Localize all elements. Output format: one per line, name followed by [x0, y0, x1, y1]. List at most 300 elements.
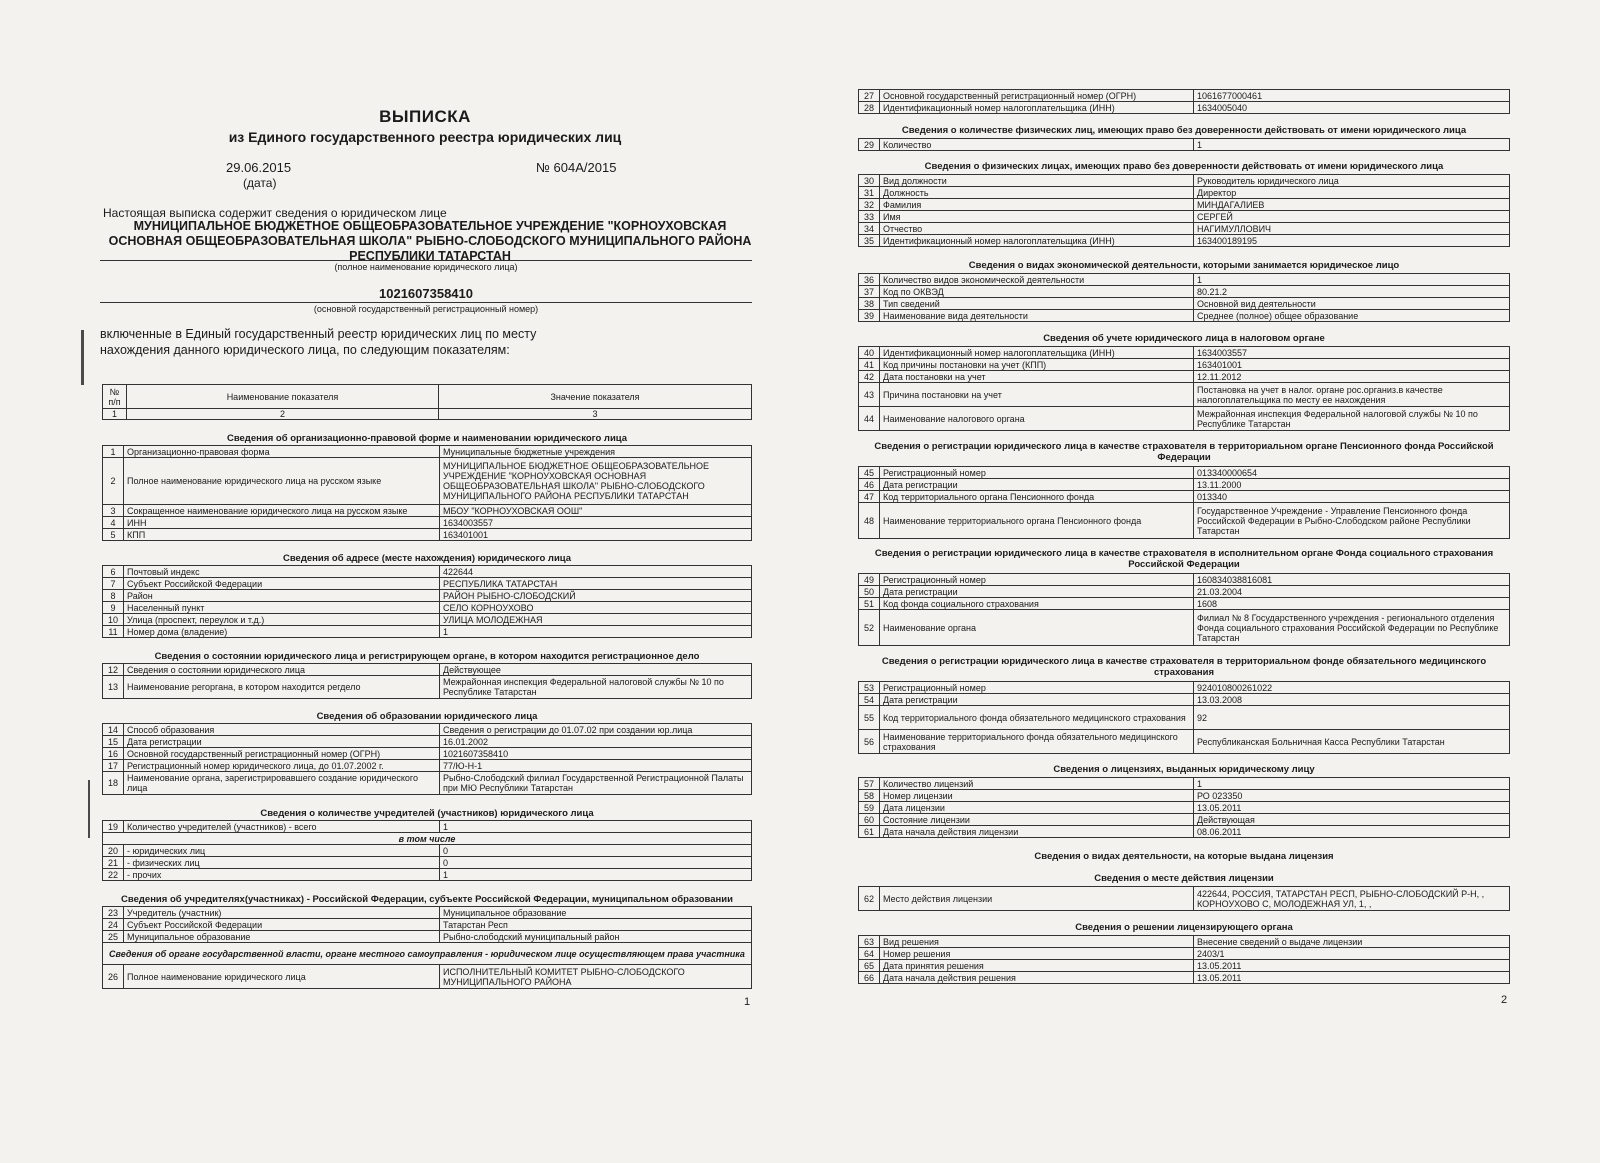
data-table [858, 777, 1510, 838]
row-value: 13.05.2011 [1194, 972, 1510, 984]
row-label: Полное наименование юридического лица [124, 965, 440, 989]
row-value: 422644, РОССИЯ, ТАТАРСТАН РЕСП, РЫБНО-СЛОБОДСКИЙ Р-Н, , КОРНОУХОВО С, МОЛОДЕЖНАЯ УЛ, 1, , [1194, 887, 1510, 911]
row-label: Код по ОКВЭД [880, 286, 1194, 298]
row-number: 7 [103, 578, 124, 590]
row-number: 38 [859, 298, 880, 310]
row-label: Улица (проспект, переулок и т.д.) [124, 614, 440, 626]
row-value: 1634003557 [440, 517, 752, 529]
document-number: № 604А/2015 [536, 160, 617, 175]
row-value: СЕРГЕЙ [1194, 211, 1510, 223]
row-value: Муниципальные бюджетные учреждения [440, 446, 752, 458]
document-date: 29.06.2015 [226, 160, 292, 175]
data-table [102, 906, 752, 989]
page-number: 2 [1501, 994, 1508, 1006]
row-label: Сокращенное наименование юридического лица на русском языке [124, 505, 440, 517]
section-heading: Сведения о состоянии юридического лица и регистрирующем органе, в котором находится регистрационное дело [154, 651, 700, 662]
row-number: 59 [859, 802, 880, 814]
row-label: Наименование органа [880, 610, 1194, 646]
col-index: 1 [103, 409, 127, 420]
table-row [103, 614, 752, 626]
row-value: 13.05.2011 [1194, 802, 1510, 814]
row-number: 30 [859, 175, 880, 187]
row-label: ИНН [124, 517, 440, 529]
row-label: Наименование вида деятельности [880, 310, 1194, 322]
data-table [858, 886, 1510, 911]
row-value: Межрайонная инспекция Федеральной налоговой службы № 10 по Республике Татарстан [440, 676, 752, 699]
section-heading: Сведения о физических лицах, имеющих право без доверенности действовать от имени юридического лица [924, 161, 1444, 172]
margin-mark [81, 330, 84, 385]
row-number: 53 [859, 682, 880, 694]
table-row [859, 586, 1510, 598]
row-value: 12.11.2012 [1194, 371, 1510, 383]
table-row [103, 748, 752, 760]
table-row [859, 199, 1510, 211]
organization-name-line: РЕСПУБЛИКИ ТАТАРСТАН [349, 249, 511, 263]
row-label: Дата регистрации [880, 694, 1194, 706]
data-table [858, 573, 1510, 646]
table-row [103, 724, 752, 736]
row-label: Муниципальное образование [124, 931, 440, 943]
section-heading: Сведения о регистрации юридического лица в качестве страхователя в исполнительном органе Фонда социального страхования Российской Федерации [874, 548, 1494, 570]
row-label: Дата принятия решения [880, 960, 1194, 972]
row-value: МИНДАГАЛИЕВ [1194, 199, 1510, 211]
row-label: Основной государственный регистрационный номер (ОГРН) [124, 748, 440, 760]
row-label: Субъект Российской Федерации [124, 578, 440, 590]
row-number: 57 [859, 778, 880, 790]
row-label: Основной государственный регистрационный номер (ОГРН) [880, 90, 1194, 102]
row-number: 11 [103, 626, 124, 638]
data-table [102, 723, 752, 795]
row-label: Количество видов экономической деятельности [880, 274, 1194, 286]
included-line: нахождения данного юридического лица, по следующим показателям: [100, 343, 510, 357]
row-number: 23 [103, 907, 124, 919]
table-row [103, 566, 752, 578]
table-row [859, 310, 1510, 322]
row-value: 1 [1194, 778, 1510, 790]
table-row [859, 211, 1510, 223]
table-row [103, 664, 752, 676]
table-row [103, 529, 752, 541]
table-row [859, 371, 1510, 383]
page-number: 1 [744, 996, 751, 1008]
table-row [103, 772, 752, 795]
row-label: Регистрационный номер юридического лица, до 01.07.2002 г. [124, 760, 440, 772]
table-row [859, 598, 1510, 610]
row-value: 13.05.2011 [1194, 960, 1510, 972]
margin-mark [88, 780, 90, 838]
row-value: 160834038816081 [1194, 574, 1510, 586]
table-row [103, 821, 752, 833]
table-row [859, 826, 1510, 838]
row-label: Наименование налогового органа [880, 407, 1194, 431]
row-number: 48 [859, 503, 880, 539]
row-value: 0 [440, 845, 752, 857]
row-value: 1 [1194, 274, 1510, 286]
included-line: включенные в Единый государственный реестр юридических лиц по месту [100, 327, 537, 341]
row-value: РАЙОН РЫБНО-СЛОБОДСКИЙ [440, 590, 752, 602]
row-value: 013340000654 [1194, 467, 1510, 479]
row-label: Фамилия [880, 199, 1194, 211]
subheading: Сведения об органе государственной власти, органе местного самоуправления - юридическом лице осуществляющем права участника [103, 943, 752, 965]
row-label: - юридических лиц [124, 845, 440, 857]
row-number: 62 [859, 887, 880, 911]
table-row [859, 90, 1510, 102]
row-number: 29 [859, 139, 880, 151]
table-row [859, 491, 1510, 503]
row-label: Идентификационный номер налогоплательщика (ИНН) [880, 235, 1194, 247]
table-row [103, 578, 752, 590]
row-number: 8 [103, 590, 124, 602]
row-number: 64 [859, 948, 880, 960]
table-row [859, 298, 1510, 310]
row-number: 3 [103, 505, 124, 517]
row-label: Должность [880, 187, 1194, 199]
row-label: Учредитель (участник) [124, 907, 440, 919]
row-value: Рыбно-Слободский филиал Государственной Регистрационной Палаты при МЮ Республики Татарстан [440, 772, 752, 795]
row-value: НАГИМУЛЛОВИЧ [1194, 223, 1510, 235]
row-value: 13.11.2000 [1194, 479, 1510, 491]
col-index: 2 [127, 409, 439, 420]
data-table [102, 820, 752, 881]
row-label: Наименование территориального фонда обязательного медицинского страхования [880, 730, 1194, 754]
section-heading: Сведения о решении лицензирующего органа [1075, 922, 1293, 933]
included-text [100, 326, 580, 358]
row-value: Муниципальное образование [440, 907, 752, 919]
table-row [103, 590, 752, 602]
row-value: 77/Ю-Н-1 [440, 760, 752, 772]
row-number: 37 [859, 286, 880, 298]
row-number: 55 [859, 706, 880, 730]
row-number: 32 [859, 199, 880, 211]
row-value: СЕЛО КОРНОУХОВО [440, 602, 752, 614]
table-row [103, 458, 752, 505]
row-value: Руководитель юридического лица [1194, 175, 1510, 187]
table-row [103, 517, 752, 529]
row-label: Дата регистрации [880, 586, 1194, 598]
row-label: Имя [880, 211, 1194, 223]
row-number: 49 [859, 574, 880, 586]
row-number: 45 [859, 467, 880, 479]
data-table [858, 681, 1510, 754]
row-label: Номер решения [880, 948, 1194, 960]
subheading: в том числе [103, 833, 752, 845]
section-heading: Сведения об учредителях(участниках) - Российской Федерации, субъекте Российской Федерации, муниципальном образовании [121, 894, 733, 905]
table-row [859, 235, 1510, 247]
table-row [103, 919, 752, 931]
data-table [102, 445, 752, 541]
row-value: Филиал № 8 Государственного учреждения - регионального отделения Фонда социального страхования Российской Федерации по Республике Татарстан [1194, 610, 1510, 646]
org-name-caption: (полное наименование юридического лица) [334, 262, 518, 272]
table-row [859, 887, 1510, 911]
row-label: Почтовый индекс [124, 566, 440, 578]
section-heading: Сведения о регистрации юридического лица в качестве страхователя в территориальном фонде обязательного медицинского страхования [881, 656, 1487, 678]
table-row [859, 972, 1510, 984]
row-number: 17 [103, 760, 124, 772]
row-value: 16.01.2002 [440, 736, 752, 748]
table-row [859, 706, 1510, 730]
section-heading: Сведения о количестве физических лиц, имеющих право без доверенности действовать от имени юридического лица [901, 125, 1467, 136]
row-value: РО 023350 [1194, 790, 1510, 802]
row-label: Идентификационный номер налогоплательщика (ИНН) [880, 347, 1194, 359]
row-value: 163401001 [440, 529, 752, 541]
table-row [103, 409, 752, 420]
row-number: 21 [103, 857, 124, 869]
row-number: 43 [859, 383, 880, 407]
data-table [858, 138, 1510, 151]
row-label: Место действия лицензии [880, 887, 1194, 911]
row-number: 22 [103, 869, 124, 881]
table-row [859, 730, 1510, 754]
table-row [859, 347, 1510, 359]
row-value: 163401001 [1194, 359, 1510, 371]
table-row [859, 479, 1510, 491]
table-row [859, 694, 1510, 706]
table-row [103, 833, 752, 845]
row-value: Межрайонная инспекция Федеральной налоговой службы № 10 по Республике Татарстан [1194, 407, 1510, 431]
row-value: Государственное Учреждение - Управление Пенсионного фонда Российской Федерации в Рыбно-Слободском районе Республики Татарстан [1194, 503, 1510, 539]
row-value: 21.03.2004 [1194, 586, 1510, 598]
data-table [858, 466, 1510, 539]
row-label: Код территориального органа Пенсионного фонда [880, 491, 1194, 503]
col-name-header: Наименование показателя [127, 385, 439, 409]
row-number: 19 [103, 821, 124, 833]
table-row [103, 943, 752, 965]
table-row [103, 760, 752, 772]
row-value: 924010800261022 [1194, 682, 1510, 694]
row-value: УЛИЦА МОЛОДЕЖНАЯ [440, 614, 752, 626]
row-number: 54 [859, 694, 880, 706]
table-row [103, 965, 752, 989]
organization-name [100, 219, 760, 264]
data-table [102, 663, 752, 699]
page-2 [800, 0, 1600, 1163]
row-value: РЕСПУБЛИКА ТАТАРСТАН [440, 578, 752, 590]
row-value: 1 [440, 821, 752, 833]
row-number: 5 [103, 529, 124, 541]
data-table [858, 89, 1510, 114]
row-label: Дата постановки на учет [880, 371, 1194, 383]
row-number: 65 [859, 960, 880, 972]
row-number: 2 [103, 458, 124, 505]
table-row [103, 736, 752, 748]
row-number: 16 [103, 748, 124, 760]
section-heading: Сведения о видах деятельности, на которые выдана лицензия [1034, 851, 1334, 862]
table-row [103, 845, 752, 857]
row-label: Регистрационный номер [880, 682, 1194, 694]
table-row [103, 931, 752, 943]
row-value: 80.21.2 [1194, 286, 1510, 298]
table-row [859, 223, 1510, 235]
section-heading: Сведения об адресе (месте нахождения) юридического лица [282, 553, 572, 564]
row-label: Количество [880, 139, 1194, 151]
row-value: 1 [440, 869, 752, 881]
table-row [859, 102, 1510, 114]
table-row [859, 960, 1510, 972]
row-value: Сведения о регистрации до 01.07.02 при создании юр.лица [440, 724, 752, 736]
table-row [859, 610, 1510, 646]
row-value: МУНИЦИПАЛЬНОЕ БЮДЖЕТНОЕ ОБЩЕОБРАЗОВАТЕЛЬНОЕ УЧРЕЖДЕНИЕ "КОРНОУХОВСКАЯ ОСНОВНАЯ ОБЩЕОБРАЗОВАТЕЛЬНАЯ ШКОЛА" РЫБНО-СЛОБОДСКОГО МУНИЦИПАЛЬНОГО РАЙОНА РЕСПУБЛИКИ ТАТАРСТАН [440, 458, 752, 505]
row-number: 26 [103, 965, 124, 989]
row-label: Номер лицензии [880, 790, 1194, 802]
row-label: - прочих [124, 869, 440, 881]
table-row [859, 790, 1510, 802]
row-value: МБОУ "КОРНОУХОВСКАЯ ООШ" [440, 505, 752, 517]
col-num-header: № п/п [103, 385, 127, 409]
divider [100, 260, 752, 261]
row-value: 0 [440, 857, 752, 869]
table-row [103, 446, 752, 458]
row-value: Директор [1194, 187, 1510, 199]
section-heading: Сведения о регистрации юридического лица в качестве страхователя в территориальном органе Пенсионного фонда Российской Федерации [874, 441, 1494, 463]
row-number: 13 [103, 676, 124, 699]
ogrn-value: 1021607358410 [379, 286, 473, 301]
row-number: 10 [103, 614, 124, 626]
row-number: 35 [859, 235, 880, 247]
row-label: Дата начала действия решения [880, 972, 1194, 984]
row-value: 92 [1194, 706, 1510, 730]
row-label: Регистрационный номер [880, 467, 1194, 479]
row-number: 50 [859, 586, 880, 598]
document-subtitle: из Единого государственного реестра юридических лиц [228, 129, 622, 145]
table-row [859, 187, 1510, 199]
section-heading: Сведения об образовании юридического лица [316, 711, 538, 722]
row-label: Регистрационный номер [880, 574, 1194, 586]
row-number: 33 [859, 211, 880, 223]
data-table [858, 346, 1510, 431]
col-index: 3 [439, 409, 752, 420]
row-value: 08.06.2011 [1194, 826, 1510, 838]
data-table [858, 273, 1510, 322]
row-number: 20 [103, 845, 124, 857]
row-value: Действующее [440, 664, 752, 676]
table-row [103, 385, 752, 409]
row-value: Татарстан Респ [440, 919, 752, 931]
table-row [103, 676, 752, 699]
row-label: Полное наименование юридического лица на русском языке [124, 458, 440, 505]
row-number: 60 [859, 814, 880, 826]
row-number: 46 [859, 479, 880, 491]
row-label: Сведения о состоянии юридического лица [124, 664, 440, 676]
row-value: Среднее (полное) общее образование [1194, 310, 1510, 322]
row-label: Район [124, 590, 440, 602]
row-number: 41 [859, 359, 880, 371]
row-number: 34 [859, 223, 880, 235]
row-label: Тип сведений [880, 298, 1194, 310]
row-value: 013340 [1194, 491, 1510, 503]
section-heading: Сведения об организационно-правовой форме и наименовании юридического лица [226, 433, 628, 444]
row-number: 12 [103, 664, 124, 676]
row-number: 25 [103, 931, 124, 943]
table-row [859, 948, 1510, 960]
row-number: 1 [103, 446, 124, 458]
row-value: 1634003557 [1194, 347, 1510, 359]
table-row [859, 802, 1510, 814]
row-value: 13.03.2008 [1194, 694, 1510, 706]
table-row [103, 602, 752, 614]
ogrn-caption: (основной государственный регистрационный номер) [313, 304, 539, 314]
row-value: Республиканская Больничная Касса Республики Татарстан [1194, 730, 1510, 754]
table-row [859, 359, 1510, 371]
row-label: Организационно-правовая форма [124, 446, 440, 458]
table-row [859, 814, 1510, 826]
row-number: 4 [103, 517, 124, 529]
row-label: Состояние лицензии [880, 814, 1194, 826]
divider [100, 302, 752, 303]
row-number: 58 [859, 790, 880, 802]
row-value: 1021607358410 [440, 748, 752, 760]
row-value: 163400189195 [1194, 235, 1510, 247]
row-label: Код причины постановки на учет (КПП) [880, 359, 1194, 371]
table-row [859, 467, 1510, 479]
row-label: Количество учредителей (участников) - всего [124, 821, 440, 833]
row-number: 24 [103, 919, 124, 931]
row-number: 6 [103, 566, 124, 578]
row-label: Вид решения [880, 936, 1194, 948]
data-table [102, 565, 752, 638]
row-number: 9 [103, 602, 124, 614]
row-number: 66 [859, 972, 880, 984]
row-number: 56 [859, 730, 880, 754]
table-row [103, 907, 752, 919]
row-value: 1634005040 [1194, 102, 1510, 114]
table-row [103, 869, 752, 881]
table-row [103, 626, 752, 638]
table-row [859, 936, 1510, 948]
row-label: Номер дома (владение) [124, 626, 440, 638]
row-label: Населенный пункт [124, 602, 440, 614]
row-number: 14 [103, 724, 124, 736]
row-label: Количество лицензий [880, 778, 1194, 790]
row-value: Постановка на учет в налог. органе рос.организ.в качестве налогоплательщика по месту ее нахождения [1194, 383, 1510, 407]
data-table [858, 935, 1510, 984]
column-header-table [102, 384, 752, 420]
row-number: 31 [859, 187, 880, 199]
table-row [859, 503, 1510, 539]
section-heading: Сведения о количестве учредителей (участников) юридического лица [260, 808, 594, 819]
row-label: Способ образования [124, 724, 440, 736]
row-label: - физических лиц [124, 857, 440, 869]
row-label: Идентификационный номер налогоплательщика (ИНН) [880, 102, 1194, 114]
row-label: Субъект Российской Федерации [124, 919, 440, 931]
row-label: Код территориального фонда обязательного медицинского страхования [880, 706, 1194, 730]
table-row [859, 286, 1510, 298]
row-label: Вид должности [880, 175, 1194, 187]
row-label: Наименование регоргана, в котором находится регдело [124, 676, 440, 699]
row-value: ИСПОЛНИТЕЛЬНЫЙ КОМИТЕТ РЫБНО-СЛОБОДСКОГО МУНИЦИПАЛЬНОГО РАЙОНА [440, 965, 752, 989]
col-value-header: Значение показателя [439, 385, 752, 409]
row-label: Наименование органа, зарегистрировавшего создание юридического лица [124, 772, 440, 795]
row-label: Дата лицензии [880, 802, 1194, 814]
row-value: 1608 [1194, 598, 1510, 610]
section-heading: Сведения о видах экономической деятельности, которыми занимается юридическое лицо [968, 260, 1400, 271]
row-number: 36 [859, 274, 880, 286]
table-row [859, 682, 1510, 694]
row-value: 1 [1194, 139, 1510, 151]
row-number: 40 [859, 347, 880, 359]
table-row [859, 407, 1510, 431]
row-label: Дата начала действия лицензии [880, 826, 1194, 838]
row-value: Основной вид деятельности [1194, 298, 1510, 310]
table-row [103, 505, 752, 517]
table-row [859, 574, 1510, 586]
row-label: Дата регистрации [880, 479, 1194, 491]
row-number: 63 [859, 936, 880, 948]
row-number: 42 [859, 371, 880, 383]
row-number: 15 [103, 736, 124, 748]
row-number: 28 [859, 102, 880, 114]
row-label: Наименование территориального органа Пенсионного фонда [880, 503, 1194, 539]
row-label: КПП [124, 529, 440, 541]
